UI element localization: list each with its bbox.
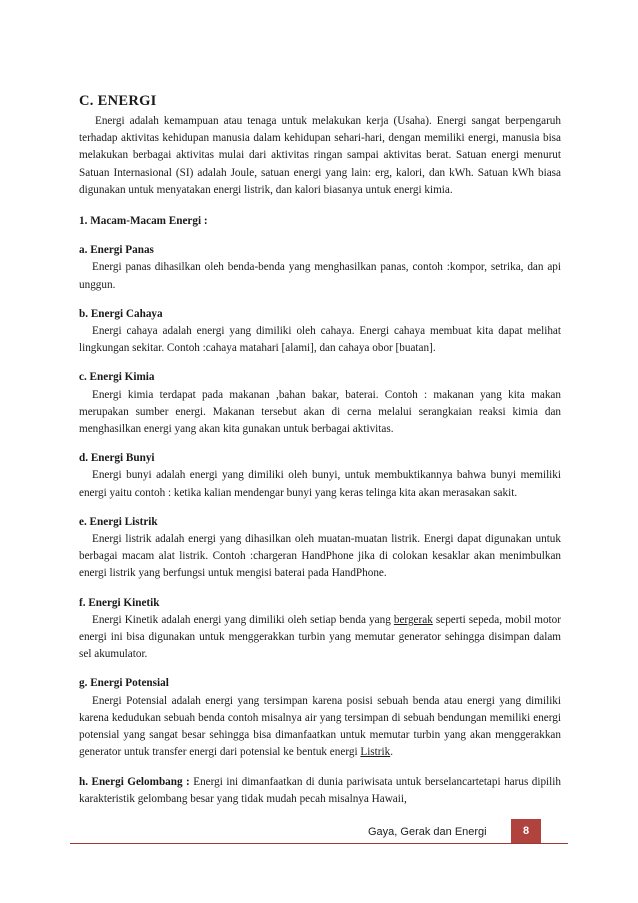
bergerak-link[interactable]: bergerak: [393, 613, 433, 626]
item-body: Energi listrik adalah energi yang dihasilkan oleh muatan-muatan listrik. Energi dapat digunakan untuk berbagai macam alat listrik. Contoh :chargeran HandPhone jika di colokan kesaklar akan menimbulkan energi listrik yang berfungsi untuk mengisi baterai pada HandPhone.: [79, 533, 561, 580]
item-body: Energi cahaya adalah energi yang dimiliki oleh cahaya. Energi cahaya membuat kita dapat melihat lingkungan sekitar. Contoh :cahaya matahari [alami], dan cahaya obor [buatan].: [79, 325, 561, 355]
item-heading: b. Energi Cahaya: [79, 307, 163, 320]
item-energi-gelombang: [79, 774, 561, 808]
item-body: Energi bunyi adalah energi yang dimiliki oleh bunyi, untuk membuktikannya bahwa bunyi memiliki energi yaitu contoh : ketika kalian mendengar bunyi yang keras telinga kita akan merasakan sakit.: [79, 469, 561, 499]
item-body: [79, 774, 561, 808]
item-energi-potensial: [79, 675, 561, 761]
item-energi-kinetik: [79, 595, 561, 664]
item-heading: h. Energi Gelombang :: [79, 775, 190, 788]
item-heading: g. Energi Potensial: [79, 677, 169, 690]
page-number-badge: 8: [511, 819, 541, 843]
item-body: Energi kimia terdapat pada makanan ,bahan bakar, baterai. Contoh : makanan yang kita makan merupakan sumber energi. Makanan tersebut akan di cerna melalui serangkaian reaksi kimia dan menghasilkan energi yang akan kita gunakan untuk berbagai aktivitas.: [79, 388, 561, 436]
listrik-link[interactable]: Listrik: [360, 746, 391, 759]
item-energi-cahaya: [79, 306, 561, 358]
page-content: [79, 92, 561, 820]
item-body: Energi panas dihasilkan oleh benda-benda yang menghasilkan panas, contoh :kompor, setrika, dan api unggun.: [79, 261, 561, 291]
item-heading: c. Energi Kimia: [79, 371, 155, 384]
item-heading: d. Energi Bunyi: [79, 452, 155, 465]
footer-divider: [70, 843, 568, 844]
intro-paragraph: Energi adalah kemampuan atau tenaga untuk melakukan kerja (Usaha). Energi sangat berpengaruh terhadap aktivitas kehidupan manusia dalam kehidupan sehari-hari, dengan memiliki energi, manusia bisa melakukan berbagai aktivitas mulai dari aktivitas ringan sampai aktivitas berat. Satuan energi menurut Satuan Internasional (SI) adalah Joule, satuan energi yang lain: erg, kalori, dan kWh. Satuan kWh biasa digunakan untuk menyatakan energi listrik, dan kalori biasanya untuk energi kimia.: [79, 115, 561, 196]
item-energi-kimia: [79, 369, 561, 438]
item-body: [79, 693, 561, 762]
item-body-text: Energi Kinetik adalah energi yang dimiliki oleh setiap benda yang: [92, 613, 394, 626]
item-body-text: Energi ini dimanfaatkan di dunia pariwisata untuk berselancartetapi harus dipilih karakteristik gelombang besar yang tidak mudah pecah misalnya Hawaii,: [79, 775, 561, 805]
item-body-text: Energi Potensial adalah energi yang tersimpan karena posisi sebuah benda atau energi yang dimiliki karena kedudukan sebuah benda contoh misalnya air yang tersimpan di sebuah bendungan memiliki energi potensial yang sangat besar sehingga bisa dimanfaatkan untuk memutar turbin yang akan menggerakkan generator untuk transfer energi dari potensial ke bentuk energi: [79, 694, 561, 759]
item-energi-listrik: [79, 514, 561, 583]
item-energi-panas: [79, 242, 561, 294]
item-body: [79, 612, 561, 664]
item-heading: f. Energi Kinetik: [79, 596, 160, 609]
item-heading: e. Energi Listrik: [79, 515, 158, 528]
item-heading: a. Energi Panas: [79, 244, 154, 257]
section-title: C. ENERGI: [79, 93, 157, 109]
list-heading: 1. Macam-Macam Energi :: [79, 215, 208, 228]
footer-title: Gaya, Gerak dan Energi: [368, 826, 487, 838]
item-body-text: seperti sepeda, mobil motor energi ini bisa digunakan untuk menggerakkan turbin yang memutar generator sehingga disimpan dalam sel akumulator.: [79, 613, 561, 661]
item-energi-bunyi: [79, 450, 561, 502]
item-body-text: .: [390, 746, 393, 759]
